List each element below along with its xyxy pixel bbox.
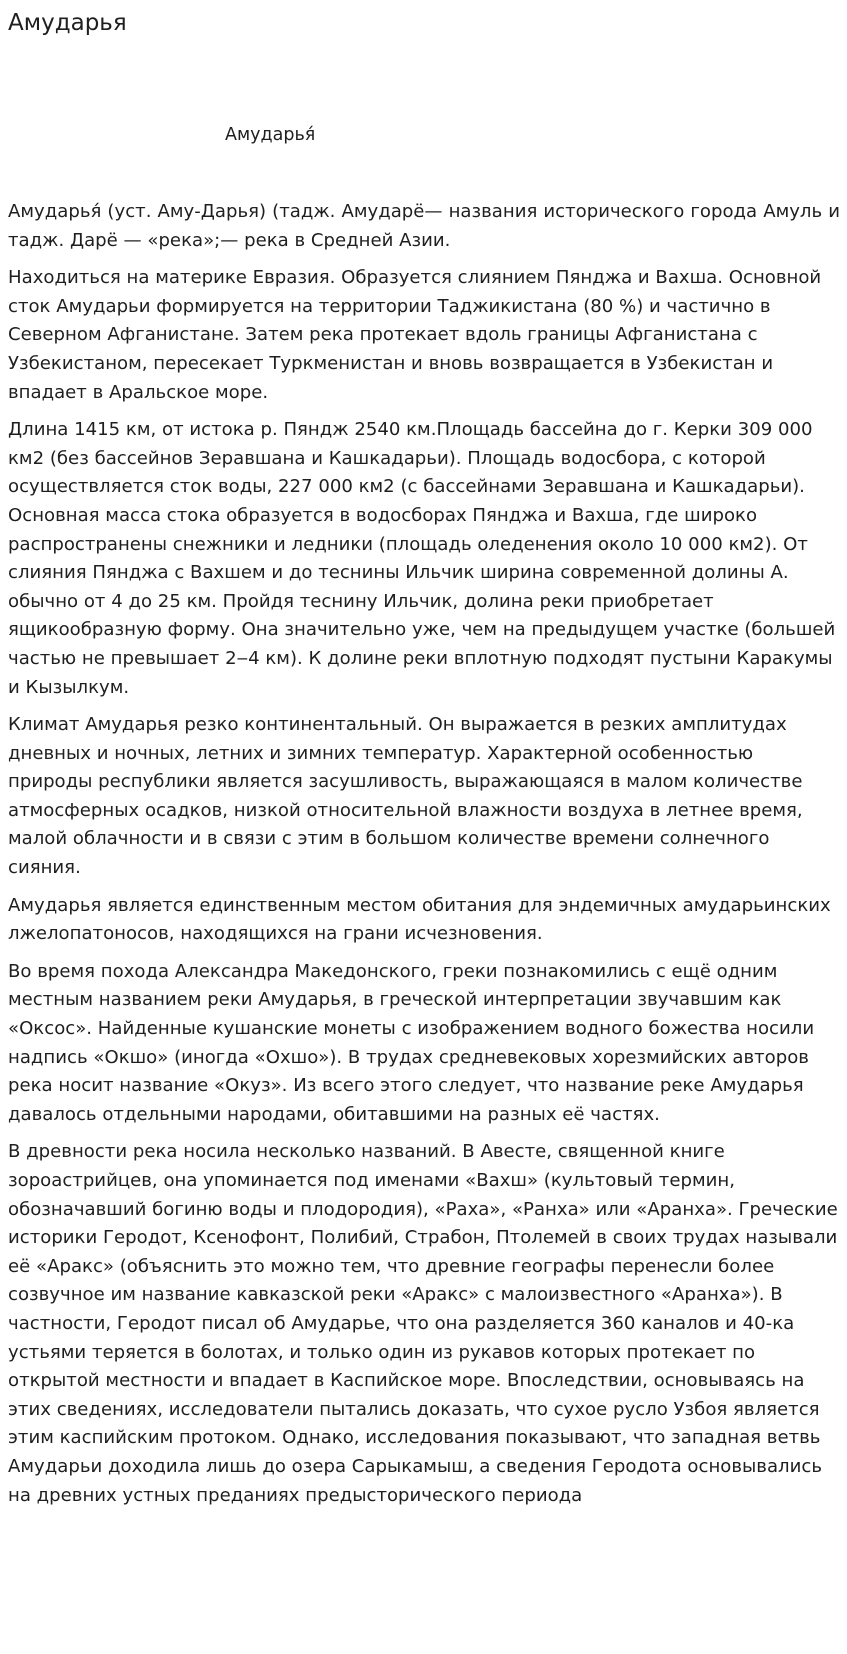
paragraph-intro: Амударья́ (уст. Аму-Дарья) (тадж. Амударё— названия исторического города Амуль и тадж. Дарё — «река»;— река в Средней Азии.	[8, 201, 840, 251]
article-heading: Амударья́	[225, 125, 316, 145]
paragraph-length: Длина 1415 км, от истока р. Пяндж 2540 км.Площадь бассейна до г. Керки 309 000 км2 (без бассейнов Зеравшана и Кашкадарьи). Площадь водосбора, с которой осуществляется сток воды, 227 000 км2 (с бассейнами Зеравшана и Кашкадарьи). Основная масса стока образуется в водосборах Пянджа и Вахша, где широко распространены снежники и ледники (площадь оледенения около 10 000 км2). От слияния Пянджа с Вахшем и до теснины Ильчик ширина современной долины А. обычно от 4 до 25 км. Пройдя теснину Ильчик, долина реки приобретает ящикообразную форму. Она значительно уже, чем на предыдущем участке (большей частью не превышает 2‒4 км). К долине реки вплотную подходят пустыни Каракумы и Кызылкум.	[8, 419, 836, 698]
article-body	[8, 198, 840, 1519]
paragraph-climate: Климат Амударья резко континентальный. Он выражается в резких амплитудах дневных и ночных, летних и зимних температур. Характерной особенностью природы республики является засушливость, выражающаяся в малом количестве атмосферных осадков, низкой относительной влажности воздуха в летнее время, малой облачности и в связи с этим в большом количестве времени солнечного сияния.	[8, 714, 803, 879]
paragraph-ancient-names: В древности река носила несколько названий. В Авесте, священной книге зороастрийцев, она упоминается под именами «Вахш» (культовый термин, обозначавший богиню воды и плодородия), «Раха», «Ранха» или «Аранха». Греческие историки Геродот, Ксенофонт, Полибий, Страбон, Птолемей в своих трудах называли её «Аракс» (объяснить это можно тем, что древние географы перенесли более созвучное им название кавказской реки «Аракс» с малоизвестного «Аранха»). В частности, Геродот писал об Амударье, что она разделяется 360 каналов и 40-ка устьями теряется в болотах, и только один из рукавов которых протекает по открытой местности и впадает в Каспийское море. Впоследствии, основываясь на этих сведениях, исследователи пытались доказать, что сухое русло Узбоя является этим каспийским протоком. Однако, исследования показывают, что западная ветвь Амударьи доходила лишь до озера Сарыкамыш, а сведения Геродота основывались на древних устных преданиях предысторического периода	[8, 1141, 838, 1506]
paragraph-location: Находиться на материке Евразия. Образуется слиянием Пянджа и Вахша. Основной сток Амударьи формируется на территории Таджикистана (80 %) и частично в Северном Афганистане. Затем река протекает вдоль границы Афганистана с Узбекистаном, пересекает Туркменистан и вновь возвращается в Узбекистан и впадает в Аральское море.	[8, 267, 822, 403]
page-title: Амударья	[8, 10, 127, 36]
paragraph-name-history: Во время похода Александра Македонского, греки познакомились с ещё одним местным названием реки Амударья, в греческой интерпретации звучавшим как «Оксос». Найденные кушанские монеты с изображением водного божества носили надпись «Окшо» (иногда «Охшо»). В трудах средневековых хорезмийских авторов река носит название «Окуз». Из всего этого следует, что название реке Амударья давалось отдельными народами, обитавшими на разных её частях.	[8, 960, 815, 1125]
paragraph-fauna: Амударья является единственным местом обитания для эндемичных амударьинских лжелопатоносов, находящихся на грани исчезновения.	[8, 894, 831, 945]
